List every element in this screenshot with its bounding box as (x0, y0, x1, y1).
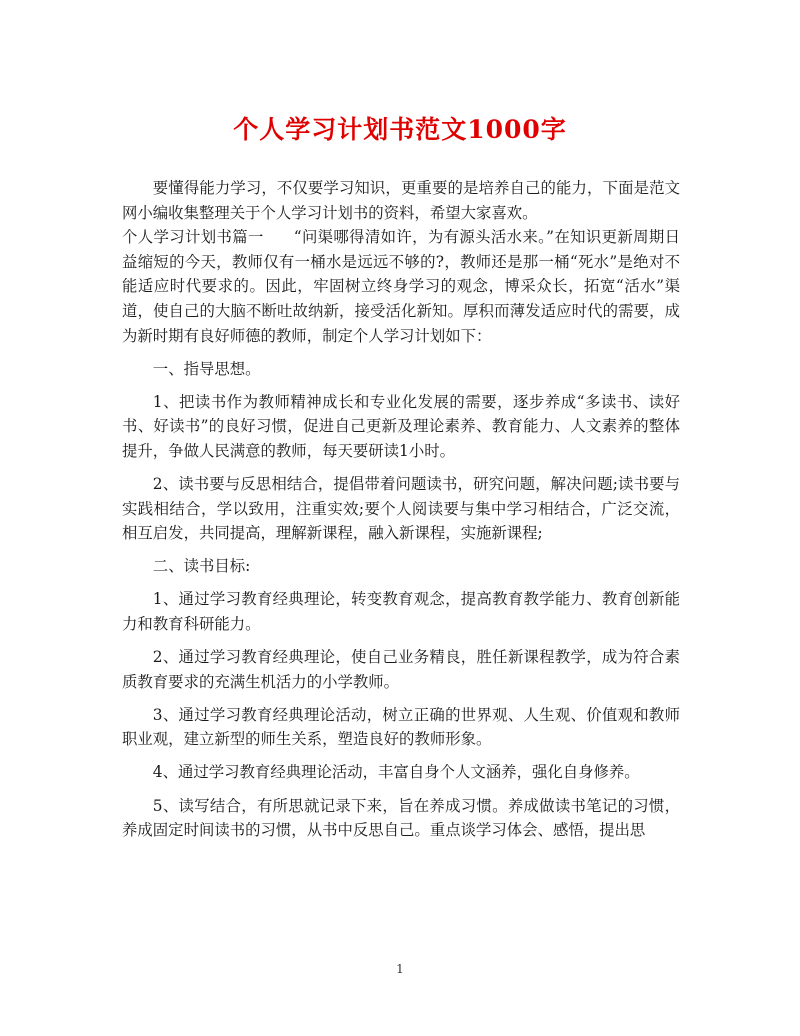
document-body (122, 176, 680, 843)
heading-reading-goals: 二、读书目标: (152, 557, 251, 576)
document-title: 个人学习计划书范文1000字 (233, 115, 567, 144)
page-number: 1 (396, 962, 404, 976)
paragraph-item-1-2: 2、读书要与反思相结合，提倡带着问题读书，研究问题，解决问题;读书要与实践相结合，学以致用，注重实效;要个人阅读要与集中学习相结合，广泛交流，相互启发，共同提高，理解新课程，融入新课程，实施新课程; (122, 475, 680, 543)
heading-guiding-ideas: 一、指导思想。 (152, 359, 261, 378)
section-label: 个人学习计划书篇一 (122, 228, 264, 247)
paragraph-item-2-5: 5、读写结合，有所思就记录下来，旨在养成习惯。养成做读书笔记的习惯，养成固定时间读书的习惯，从书中反思自己。重点谈学习体会、感悟，提出思 (122, 796, 680, 840)
section-paragraph (122, 225, 680, 348)
intro-paragraph: 要懂得能力学习，不仅要学习知识，更重要的是培养自己的能力，下面是范文网小编收集整理关于个人学习计划书的资料，希望大家喜欢。 (122, 179, 680, 222)
paragraph-item-2-4: 4、通过学习教育经典理论活动，丰富自身个人文涵养，强化自身修养。 (152, 763, 640, 782)
section-text: “问渠哪得清如许，为有源头活水来。”在知识更新周期日益缩短的今天，教师仅有一桶水是远远不够的?，教师还是那一桶“死水”是绝对不能适应时代要求的。因此，牢固树立终身学习的观念，博采众长，拓宽“活水”渠道，使自己的大脑不断吐故纳新，接受活化新知。厚积而薄发适应时代的需要，成为新时期有良好师德的教师，制定个人学习计划如下： (122, 228, 680, 345)
paragraph-item-2-1: 1、通过学习教育经典理论，转变教育观念，提高教育教学能力、教育创新能力和教育科研能力。 (122, 590, 680, 633)
paragraph-item-2-2: 2、通过学习教育经典理论，使自己业务精良，胜任新课程教学，成为符合素质教育要求的充满生机活力的小学教师。 (122, 648, 680, 691)
paragraph-item-2-3: 3、通过学习教育经典理论活动，树立正确的世界观、人生观、价值观和教师职业观，建立新型的师生关系，塑造良好的教师形象。 (122, 705, 680, 749)
paragraph-item-1-1: 1、把读书作为教师精神成长和专业化发展的需要，逐步养成“多读书、读好书、好读书”的良好习惯，促进自己更新及理论素养、教育能力、人文素养的整体提升，争做人民满意的教师，每天要研读1小时。 (122, 392, 680, 460)
